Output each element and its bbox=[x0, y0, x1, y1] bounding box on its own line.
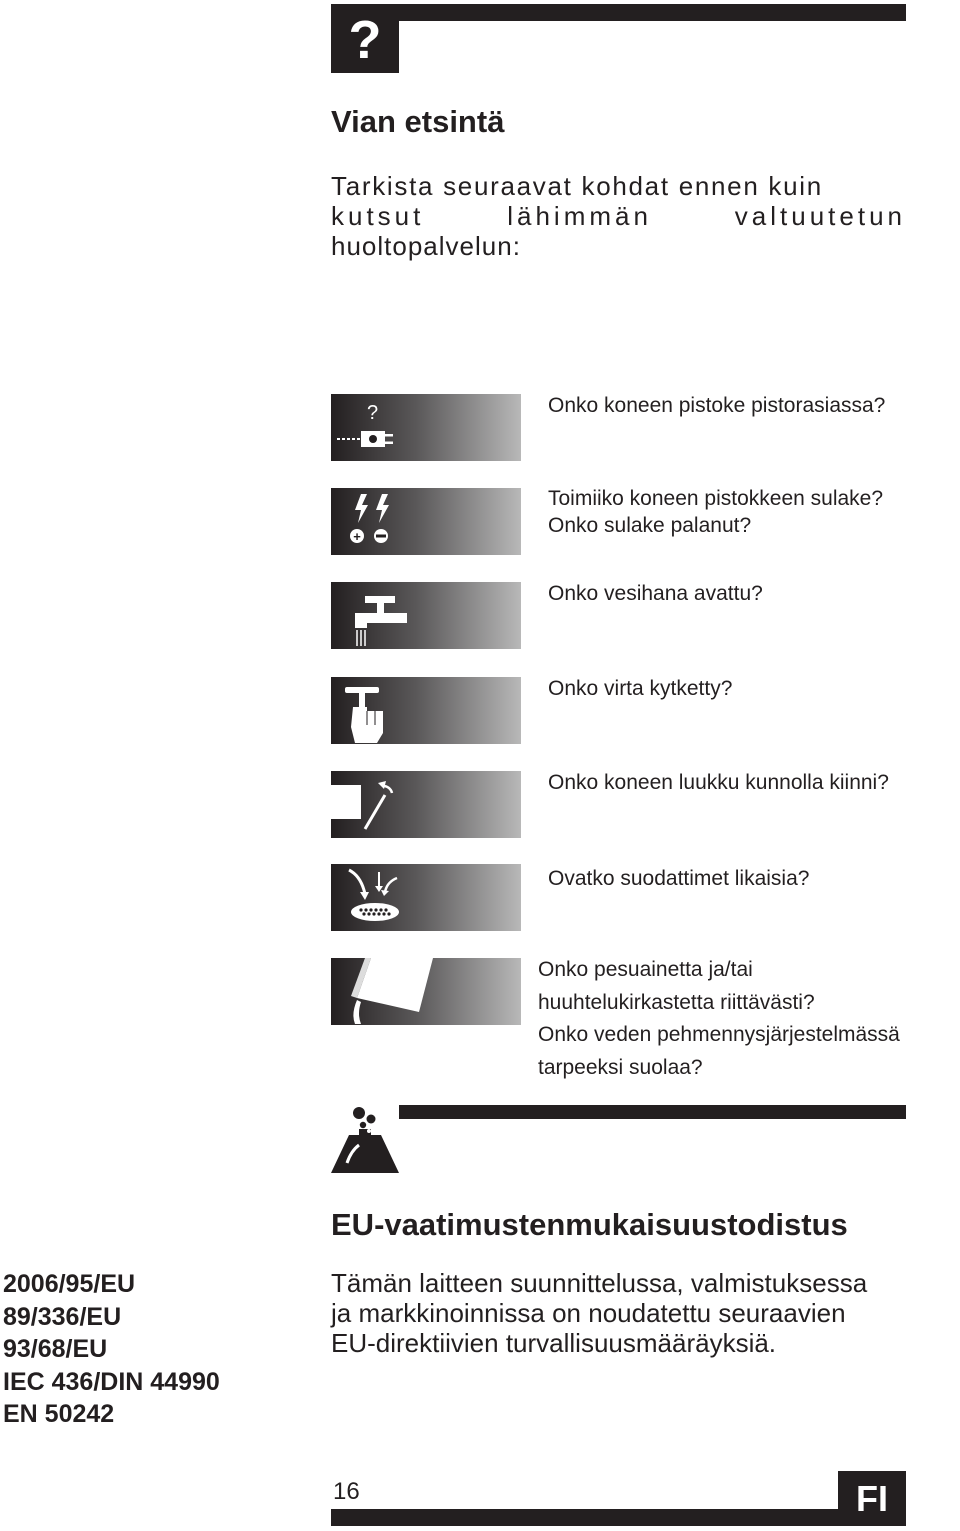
power-button-icon bbox=[331, 677, 521, 744]
section-title: Vian etsintä bbox=[331, 104, 505, 139]
checklist-item: Onko vesihana avattu? bbox=[548, 582, 763, 605]
footer-bar bbox=[331, 1509, 906, 1526]
plug-question-icon bbox=[331, 394, 521, 461]
directive-item: IEC 436/DIN 44990 bbox=[3, 1367, 220, 1396]
directive-item: 93/68/EU bbox=[3, 1335, 108, 1363]
checklist-item: Onko koneen pistoke pistorasiassa? bbox=[548, 394, 886, 417]
note-divider-bar bbox=[331, 1105, 906, 1119]
directive-item: 89/336/EU bbox=[3, 1302, 122, 1331]
fuse-icon bbox=[331, 488, 521, 555]
directive-list bbox=[3, 1268, 220, 1431]
eu-declaration-title: EU-vaatimustenmukaisuustodistus bbox=[331, 1207, 848, 1242]
checklist-item: Toimiiko koneen pistokkeen sulake? Onko sulake palanut? bbox=[548, 487, 884, 537]
eu-declaration-text: Tämän laitteen suunnittelussa, valmistuksessa ja markkinoinnissa on noudatettu seuraavien EU-direktiivien turvallisuusmääräyksiä. bbox=[331, 1268, 868, 1358]
door-closed-icon bbox=[331, 771, 521, 838]
water-tap-icon bbox=[331, 582, 521, 649]
directive-item: EN 50242 bbox=[3, 1400, 115, 1428]
header-bar bbox=[331, 4, 906, 21]
directive-item: 2006/95/EU bbox=[3, 1270, 136, 1298]
svg-text:+: + bbox=[353, 529, 361, 544]
filter-icon bbox=[331, 864, 521, 931]
language-code: FI bbox=[856, 1478, 888, 1519]
eco-info-icon bbox=[331, 1105, 399, 1173]
question-mark-icon: ? bbox=[348, 10, 382, 70]
checklist-item: Ovatko suodattimet likaisia? bbox=[548, 867, 810, 890]
checklist-item: Onko virta kytketty? bbox=[548, 677, 733, 700]
checklist-item: Onko pesuainetta ja/tai huuhtelukirkastetta riittävästi? Onko veden pehmennysjärjestelmässä tarpeeksi suolaa? bbox=[538, 958, 900, 1079]
detergent-icon bbox=[331, 958, 521, 1025]
checklist-item: Onko koneen luukku kunnolla kiinni? bbox=[548, 771, 889, 794]
page-number: 16 bbox=[333, 1478, 360, 1505]
svg-text:?: ? bbox=[367, 402, 379, 424]
intro-text: Tarkista seuraavat kohdat ennen kuin kutsut lähimmän valtuutetun huoltopalvelun: bbox=[331, 171, 906, 261]
